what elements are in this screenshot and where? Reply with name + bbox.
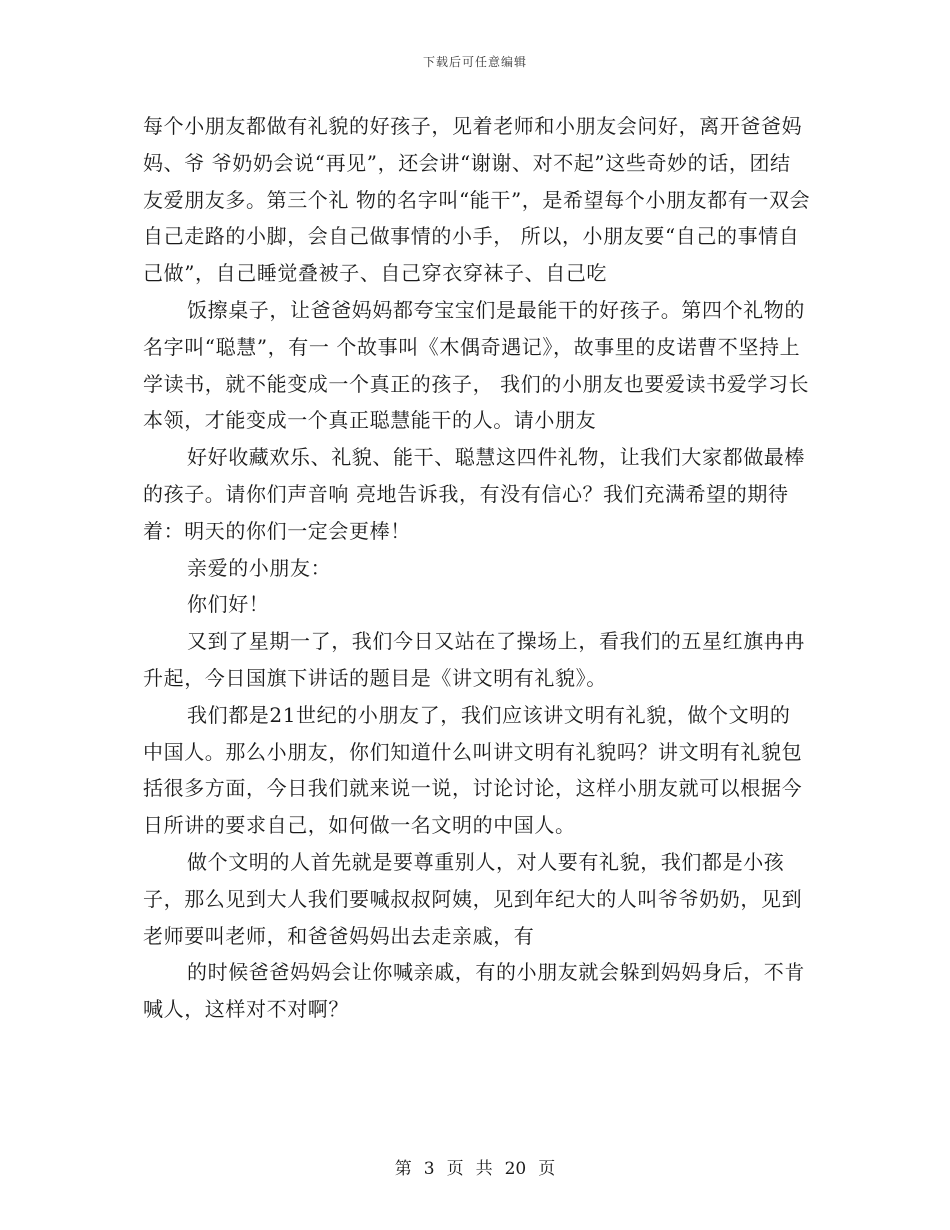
page-total: 20 (504, 1159, 527, 1179)
greeting: 你们好！ (187, 592, 270, 617)
footer-prefix: 第 (394, 1159, 412, 1179)
footer-page-word: 页 (446, 1159, 464, 1179)
page-number: 3 (423, 1159, 435, 1179)
paragraph: 的时候爸爸妈妈会让你喊亲戚，有的小朋友就会躲到妈妈身后，不肯喊人，这样对不对啊？ (143, 960, 805, 1022)
page-footer (0, 1154, 950, 1179)
paragraph: 好好收藏欢乐、礼貌、能干、聪慧这四件礼物，让我们大家都做最棒的孩子。请你们声音响 亮地告诉我，有没有信心？我们充满希望的期待着：明天的你们一定会更棒！ (143, 445, 805, 543)
paragraph: 又到了星期一了，我们今日又站在了操场上，看我们的五星红旗冉冉升起，今日国旗下讲话的题目是《讲文明有礼貌》。 (143, 629, 805, 690)
paragraph: 每个小朋友都做有礼貌的好孩子，见着老师和小朋友会问好，离开爸爸妈妈、爷 爷奶奶会说“再见”，还会讲“谢谢、对不起”这些奇妙的话，团结友爱朋友多。第三个礼 物的名字叫“能干”，是希望每个小朋友都有一双会自己走路的小脚，会自己做事情的小手， 所以，小朋友要“自己的事情自己做”，自己睡觉叠被子、自己穿衣穿袜子、自己吃 (143, 114, 811, 286)
document-body (143, 108, 811, 1028)
paragraph: 饭擦桌子，让爸爸妈妈都夸宝宝们是最能干的好孩子。第四个礼物的名字叫“聪慧”，有一 个故事叫《木偶奇遇记》，故事里的皮诺曹不坚持上学读书，就不能变成一个真正的孩子， 我们的小朋友也要爱读书爱学习长本领，才能变成一个真正聪慧能干的人。请小朋友 (143, 297, 810, 433)
footer-total-word: 共 (475, 1159, 493, 1179)
page-header: 下载后可任意编辑 (422, 55, 527, 69)
paragraph: 我们都是21世纪的小朋友了，我们应该讲文明有礼貌，做个文明的中国人。那么小朋友，你们知道什么叫讲文明有礼貌吗？讲文明有礼貌包括很多方面，今日我们就来说一说，讨论讨论，这样小朋友就可以根据今日所讲的要求自己，如何做一名文明的中国人。 (143, 702, 803, 838)
paragraph: 做个文明的人首先就是要尊重别人，对人要有礼貌，我们都是小孩子，那么见到大人我们要喊叔叔阿姨，见到年纪大的人叫爷爷奶奶，见到老师要叫老师，和爸爸妈妈出去走亲戚，有 (143, 849, 803, 948)
footer-suffix: 页 (538, 1159, 556, 1179)
salutation: 亲爱的小朋友： (187, 555, 332, 580)
